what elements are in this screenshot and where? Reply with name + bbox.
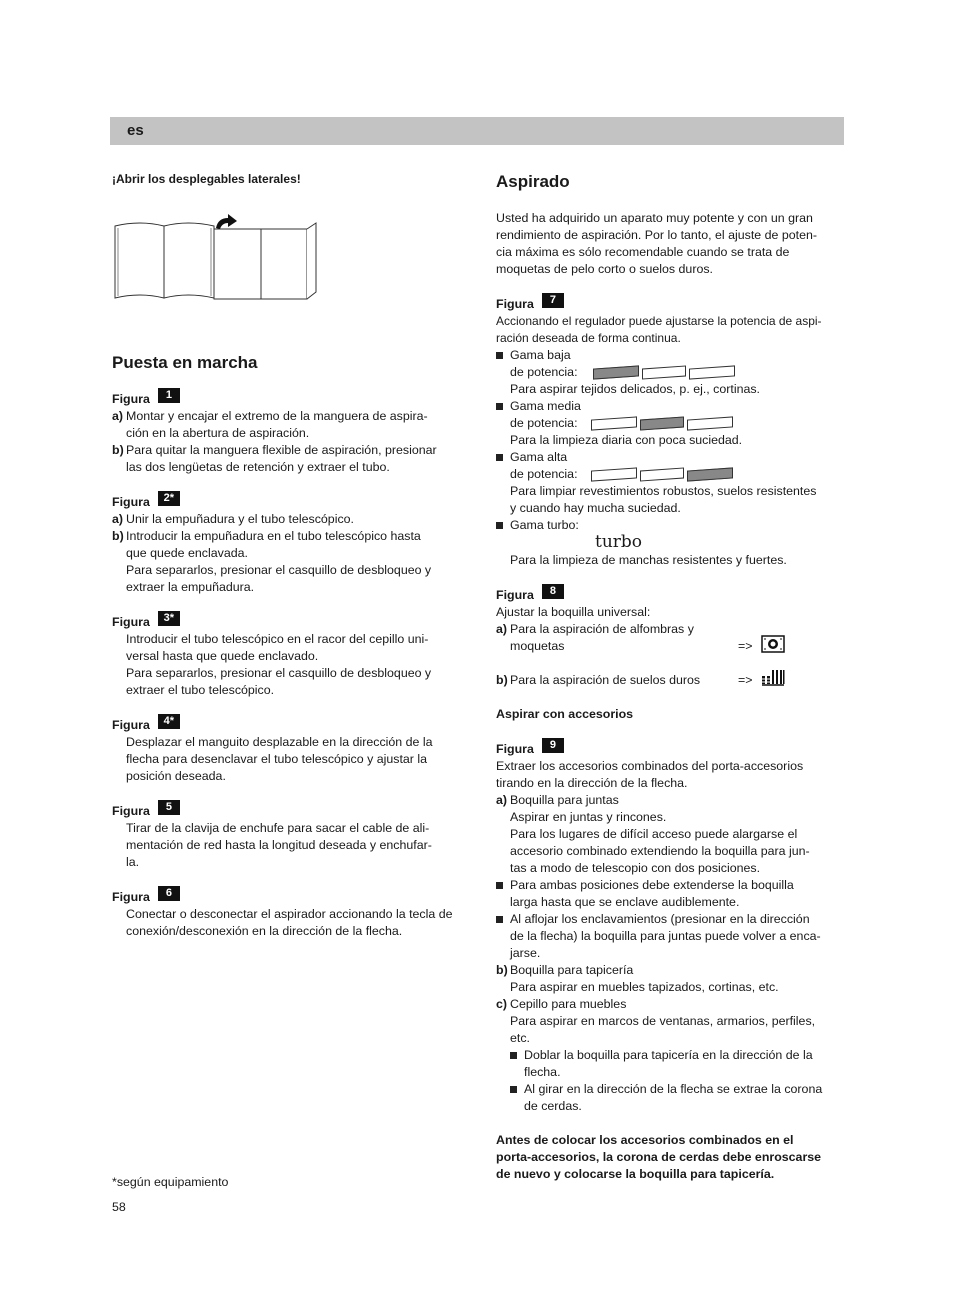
figure-3-heading: Figura 3*	[112, 613, 458, 631]
figure-number-badge: 1	[158, 388, 180, 403]
figure-9-text: Extraer los accesorios combinados del porta-accesorios tirando en la dirección de la flecha.	[496, 759, 804, 790]
furniture-brush-item: c) Cepillo para muebles Para aspirar en marcos de ventanas, armarios, perfiles, etc. Doblar la boquilla para tapicería en la dirección de la flecha. Al girar en la dirección de la flecha se extrae la corona de cerdas.	[496, 996, 844, 1115]
closing-note: Antes de colocar los accesorios combinados en el porta-accesorios, la corona de cerdas debe enroscarse de nuevo y colocarse la boquilla para tapicería.	[496, 1133, 822, 1181]
intro-paragraph: Usted ha adquirido un aparato muy potente y con un gran rendimiento de aspiración. Por lo tanto, el ajuste de poten- cia máxima es sólo recomendable cuando se trata de moquetas de pelo corto o suelos duros.	[496, 211, 817, 276]
figure-number-badge: 2*	[158, 491, 180, 506]
hardfloor-setting-icon	[761, 668, 785, 686]
step-a: a) Unir la empuñadura y el tubo telescópico.	[112, 512, 354, 526]
power-indicator-high	[591, 467, 736, 481]
nozzle-hardfloor-item: b) Para la aspiración de suelos duros =>	[496, 672, 844, 689]
figure-6-text: Conectar o desconectar el aspirador accionando la tecla de conexión/desconexión en la dirección de la flecha.	[126, 907, 453, 938]
power-high-item: Gama alta de potencia: Para limpiar revestimientos robustos, suelos resistentes y cuando hay mucha suciedad.	[496, 449, 844, 517]
figure-5-text: Tirar de la clavija de enchufe para sacar el cable de ali- mentación de red hasta la longitud deseada y enchufar- la.	[126, 821, 432, 869]
power-indicator-mid	[591, 416, 736, 430]
figure-number-badge: 4*	[158, 714, 180, 729]
language-code: es	[127, 122, 144, 139]
figure-5-heading: Figura 5	[112, 802, 458, 820]
step-b: b) Para quitar la manguera flexible de aspiración, presionar las dos lengüetas de retención y extraer el tubo.	[112, 443, 437, 474]
figure-1-heading: Figura 1	[112, 390, 458, 408]
figure-9-heading: Figura 9	[496, 740, 844, 758]
figure-4-heading: Figura 4*	[112, 716, 458, 734]
puesta-en-marcha-section	[112, 353, 458, 940]
bullet-item: Al aflojar los enclavamientos (presionar en la dirección de la flecha) la boquilla para juntas puede volver a enca- jarse.	[496, 911, 844, 962]
aspirado-section	[496, 172, 844, 1183]
figure-6-heading: Figura 6	[112, 888, 458, 906]
step-b: b) Introducir la empuñadura en el tubo telescópico hasta que quede enclavada. Para separarlos, presionar el casquillo de desbloqueo y extraer la empuñadura.	[112, 529, 432, 594]
turbo-label: turbo	[595, 532, 643, 552]
left-column	[112, 171, 458, 188]
accessories-heading: Aspirar con accesorios	[496, 707, 634, 721]
power-indicator-low	[593, 365, 738, 379]
crevice-nozzle-item: a) Boquilla para juntas Aspirar en juntas y rincones. Para los lugares de difícil acceso puede alargarse el accesorio combinado extendiendo la boquilla para jun- tas a modo de telescopio con dos posiciones.	[496, 793, 810, 875]
power-low-item: Gama baja de potencia: Para aspirar tejidos delicados, p. ej., cortinas.	[496, 347, 844, 398]
figure-number-badge: 7	[542, 293, 564, 308]
figure-number-badge: 9	[542, 738, 564, 753]
language-header	[110, 117, 844, 145]
figure-number-badge: 8	[542, 584, 564, 599]
figure-3-text: Introducir el tubo telescópico en el racor del cepillo uni- versal hasta que quede enclavado. Para separarlos, presionar el casquillo de desbloqueo y extraer el tubo telescópico.	[126, 632, 432, 697]
open-foldouts-note: ¡Abrir los desplegables laterales!	[112, 172, 301, 186]
foldout-illustration	[112, 212, 322, 304]
bullet-item: Para ambas posiciones debe extenderse la boquilla larga hasta que se enclave audiblemente.	[496, 877, 844, 911]
figure-number-badge: 6	[158, 886, 180, 901]
upholstery-nozzle-item: b) Boquilla para tapicería Para aspirar en muebles tapizados, cortinas, etc.	[496, 963, 779, 994]
page-number: 58	[112, 1200, 126, 1214]
power-turbo-item: Gama turbo: turbo Para la limpieza de manchas resistentes y fuertes.	[496, 517, 844, 569]
figure-4-text: Desplazar el manguito desplazable en la dirección de la flecha para desenclavar el tubo telescópico y ajustar la posición deseada.	[126, 735, 433, 783]
figure-2-heading: Figura 2*	[112, 493, 458, 511]
bullet-item: Doblar la boquilla para tapicería en la dirección de la flecha.	[510, 1047, 844, 1081]
step-a: a) Montar y encajar el extremo de la manguera de aspira- ción en la abertura de aspiración.	[112, 409, 428, 440]
carpet-setting-icon	[761, 635, 785, 653]
figure-number-badge: 3*	[158, 611, 180, 626]
footnote: *según equipamiento	[112, 1175, 229, 1189]
figure-7-text: Accionando el regulador puede ajustarse la potencia de aspi- ración deseada de forma continua.	[496, 314, 822, 345]
figure-7-heading: Figura 7	[496, 295, 844, 313]
nozzle-carpet-item: a) Para la aspiración de alfombras y moquetas =>	[496, 621, 844, 655]
figure-number-badge: 5	[158, 800, 180, 815]
power-mid-item: Gama media de potencia: Para la limpieza diaria con poca suciedad.	[496, 398, 844, 449]
figure-8-heading: Figura 8	[496, 586, 844, 604]
section-title: Aspirado	[496, 172, 570, 191]
bullet-item: Al girar en la dirección de la flecha se extrae la corona de cerdas.	[510, 1081, 844, 1115]
figure-8-text: Ajustar la boquilla universal:	[496, 605, 651, 619]
section-title: Puesta en marcha	[112, 353, 258, 372]
